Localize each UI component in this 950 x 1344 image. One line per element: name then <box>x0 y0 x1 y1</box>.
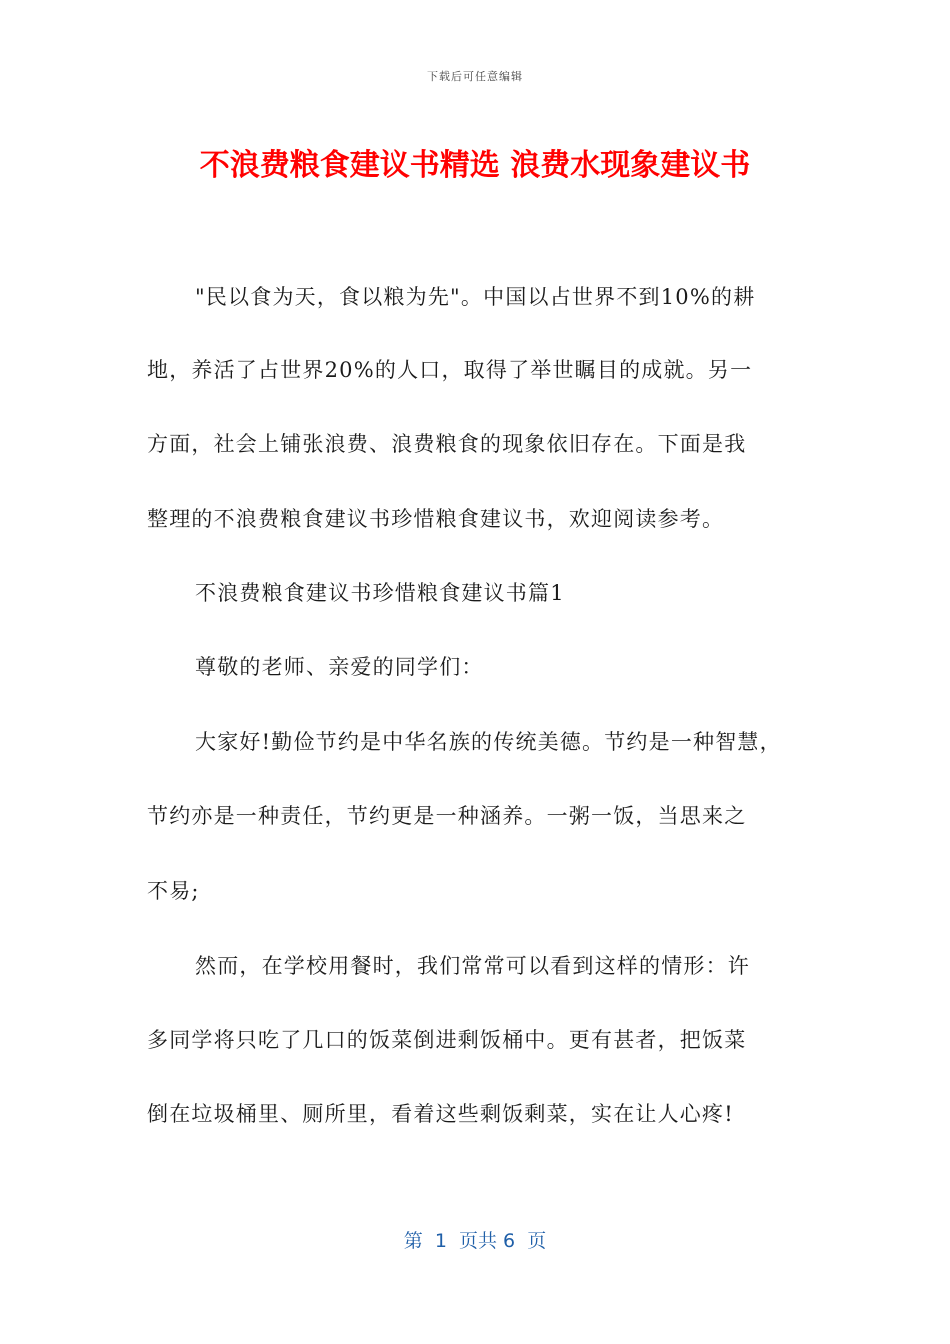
paragraph-line: 然而，在学校用餐时，我们常常可以看到这样的情形：许 <box>195 954 750 978</box>
paragraph-line: 多同学将只吃了几口的饭菜倒进剩饭桶中。更有甚者，把饭菜 <box>147 1028 747 1052</box>
header-note: 下载后可任意编辑 <box>427 70 523 83</box>
paragraph-line: 整理的不浪费粮食建议书珍惜粮食建议书，欢迎阅读参考。 <box>147 507 725 531</box>
paragraph-line: 大家好!勤俭节约是中华名族的传统美德。节约是一种智慧， <box>195 730 782 754</box>
paragraph-line: 节约亦是一种责任，节约更是一种涵养。一粥一饭，当思来之 <box>147 804 747 828</box>
document-title: 不浪费粮食建议书精选 浪费水现象建议书 <box>199 148 751 183</box>
paragraph-line: 不易; <box>147 879 200 903</box>
section-heading: 不浪费粮食建议书珍惜粮食建议书篇1 <box>195 581 565 605</box>
paragraph-line: 倒在垃圾桶里、厕所里，看着这些剩饭剩菜，实在让人心疼! <box>147 1102 734 1126</box>
page-footer: 第 1 页共 6 页 <box>403 1230 547 1252</box>
salutation: 尊敬的老师、亲爱的同学们： <box>195 655 484 679</box>
paragraph-line: "民以食为天，食以粮为先"。中国以占世界不到10%的耕 <box>195 285 756 309</box>
paragraph-line: 方面，社会上铺张浪费、浪费粮食的现象依旧存在。下面是我 <box>147 432 747 456</box>
paragraph-line: 地，养活了占世界20%的人口，取得了举世瞩目的成就。另一 <box>147 358 753 382</box>
